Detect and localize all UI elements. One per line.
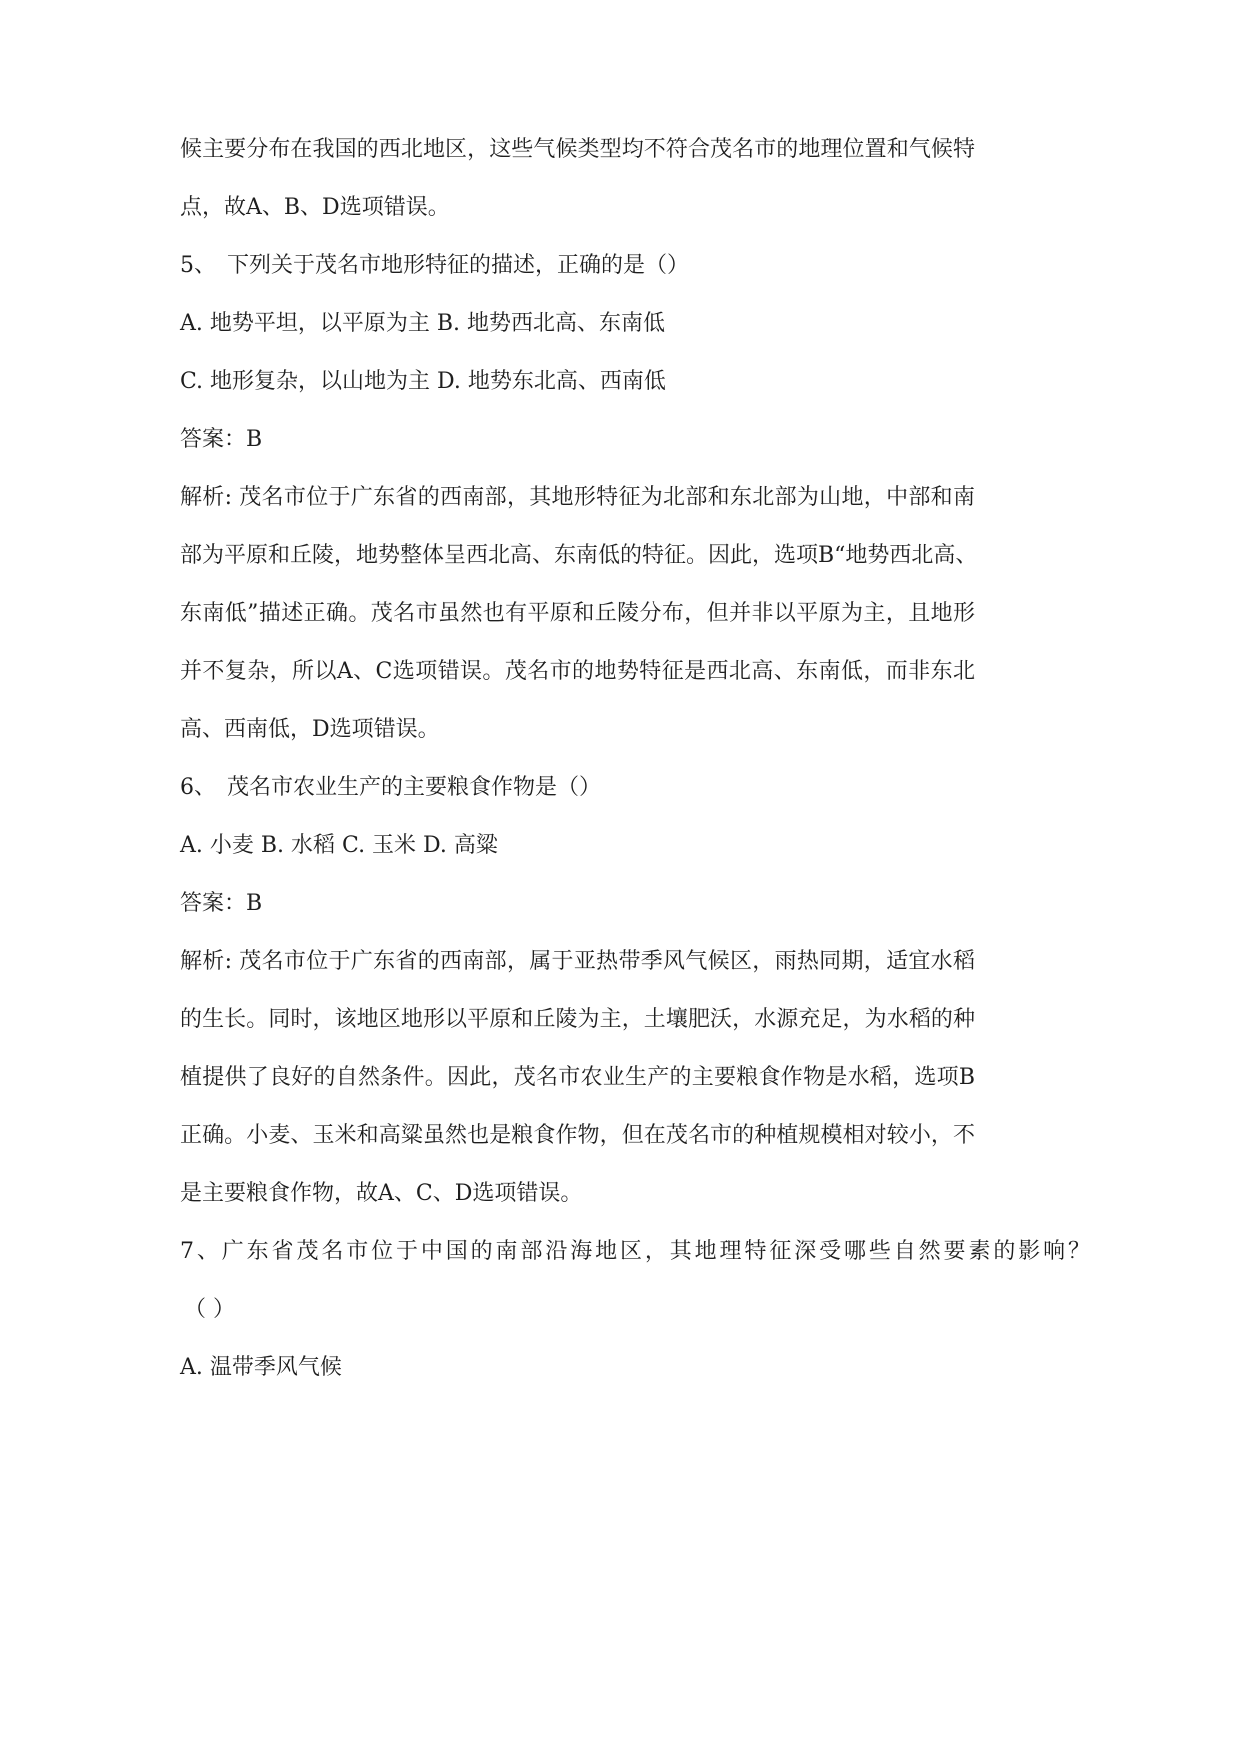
analysis-line: 解析: 茂名市位于广东省的西南部，其地形特征为北部和东北部为山地，中部和南 (180, 485, 975, 510)
analysis-line: 是主要粮食作物，故A、C、D选项错误。 (180, 1181, 583, 1206)
question-6 (180, 759, 1100, 1223)
analysis-line: 解析: 茂名市位于广东省的西南部，属于亚热带季风气候区，雨热同期，适宜水稻 (180, 949, 975, 974)
question-options: A. 小麦 B. 水稻 C. 玉米 D. 高粱 (180, 833, 498, 858)
question-stem: 5、 下列关于茂名市地形特征的描述，正确的是（） (180, 253, 689, 278)
analysis-line: 植提供了良好的自然条件。因此，茂名市农业生产的主要粮食作物是水稻，选项B (180, 1065, 975, 1090)
analysis-line: 点，故A、B、D选项错误。 (180, 195, 450, 220)
analysis-line: 高、西南低，D选项错误。 (180, 717, 440, 742)
answer-line: 答案：B (180, 427, 263, 452)
question-stem: 6、 茂名市农业生产的主要粮食作物是（） (180, 775, 601, 800)
analysis-line: 候主要分布在我国的西北地区，这些气候类型均不符合茂名市的地理位置和气候特 (180, 137, 975, 162)
question-options: A. 地势平坦，以平原为主 B. 地势西北高、东南低 (180, 311, 666, 336)
analysis-block (180, 469, 1100, 759)
analysis-line: 东南低”描述正确。茂名市虽然也有平原和丘陵分布，但并非以平原为主，且地形 (180, 601, 975, 626)
question-7 (180, 1223, 1100, 1397)
document-page (180, 121, 1100, 1397)
question-stem: 7、广东省茂名市位于中国的南部沿海地区，其地理特征深受哪些自然要素的影响？ (180, 1239, 1090, 1264)
previous-analysis-continuation (180, 121, 1100, 237)
question-stem-blank: （ ） (184, 1297, 235, 1322)
question-option: A. 温带季风气候 (180, 1355, 342, 1380)
analysis-line: 正确。小麦、玉米和高粱虽然也是粮食作物，但在茂名市的种植规模相对较小，不 (180, 1123, 975, 1148)
analysis-line: 并不复杂，所以A、C选项错误。茂名市的地势特征是西北高、东南低，而非东北 (180, 659, 975, 684)
analysis-block (180, 933, 1100, 1223)
question-5 (180, 237, 1100, 759)
analysis-line: 的生长。同时，该地区地形以平原和丘陵为主，土壤肥沃，水源充足，为水稻的种 (180, 1007, 975, 1032)
answer-line: 答案：B (180, 891, 263, 916)
analysis-line: 部为平原和丘陵，地势整体呈西北高、东南低的特征。因此，选项B“地势西北高、 (180, 543, 978, 568)
question-options: C. 地形复杂，以山地为主 D. 地势东北高、西南低 (180, 369, 666, 394)
